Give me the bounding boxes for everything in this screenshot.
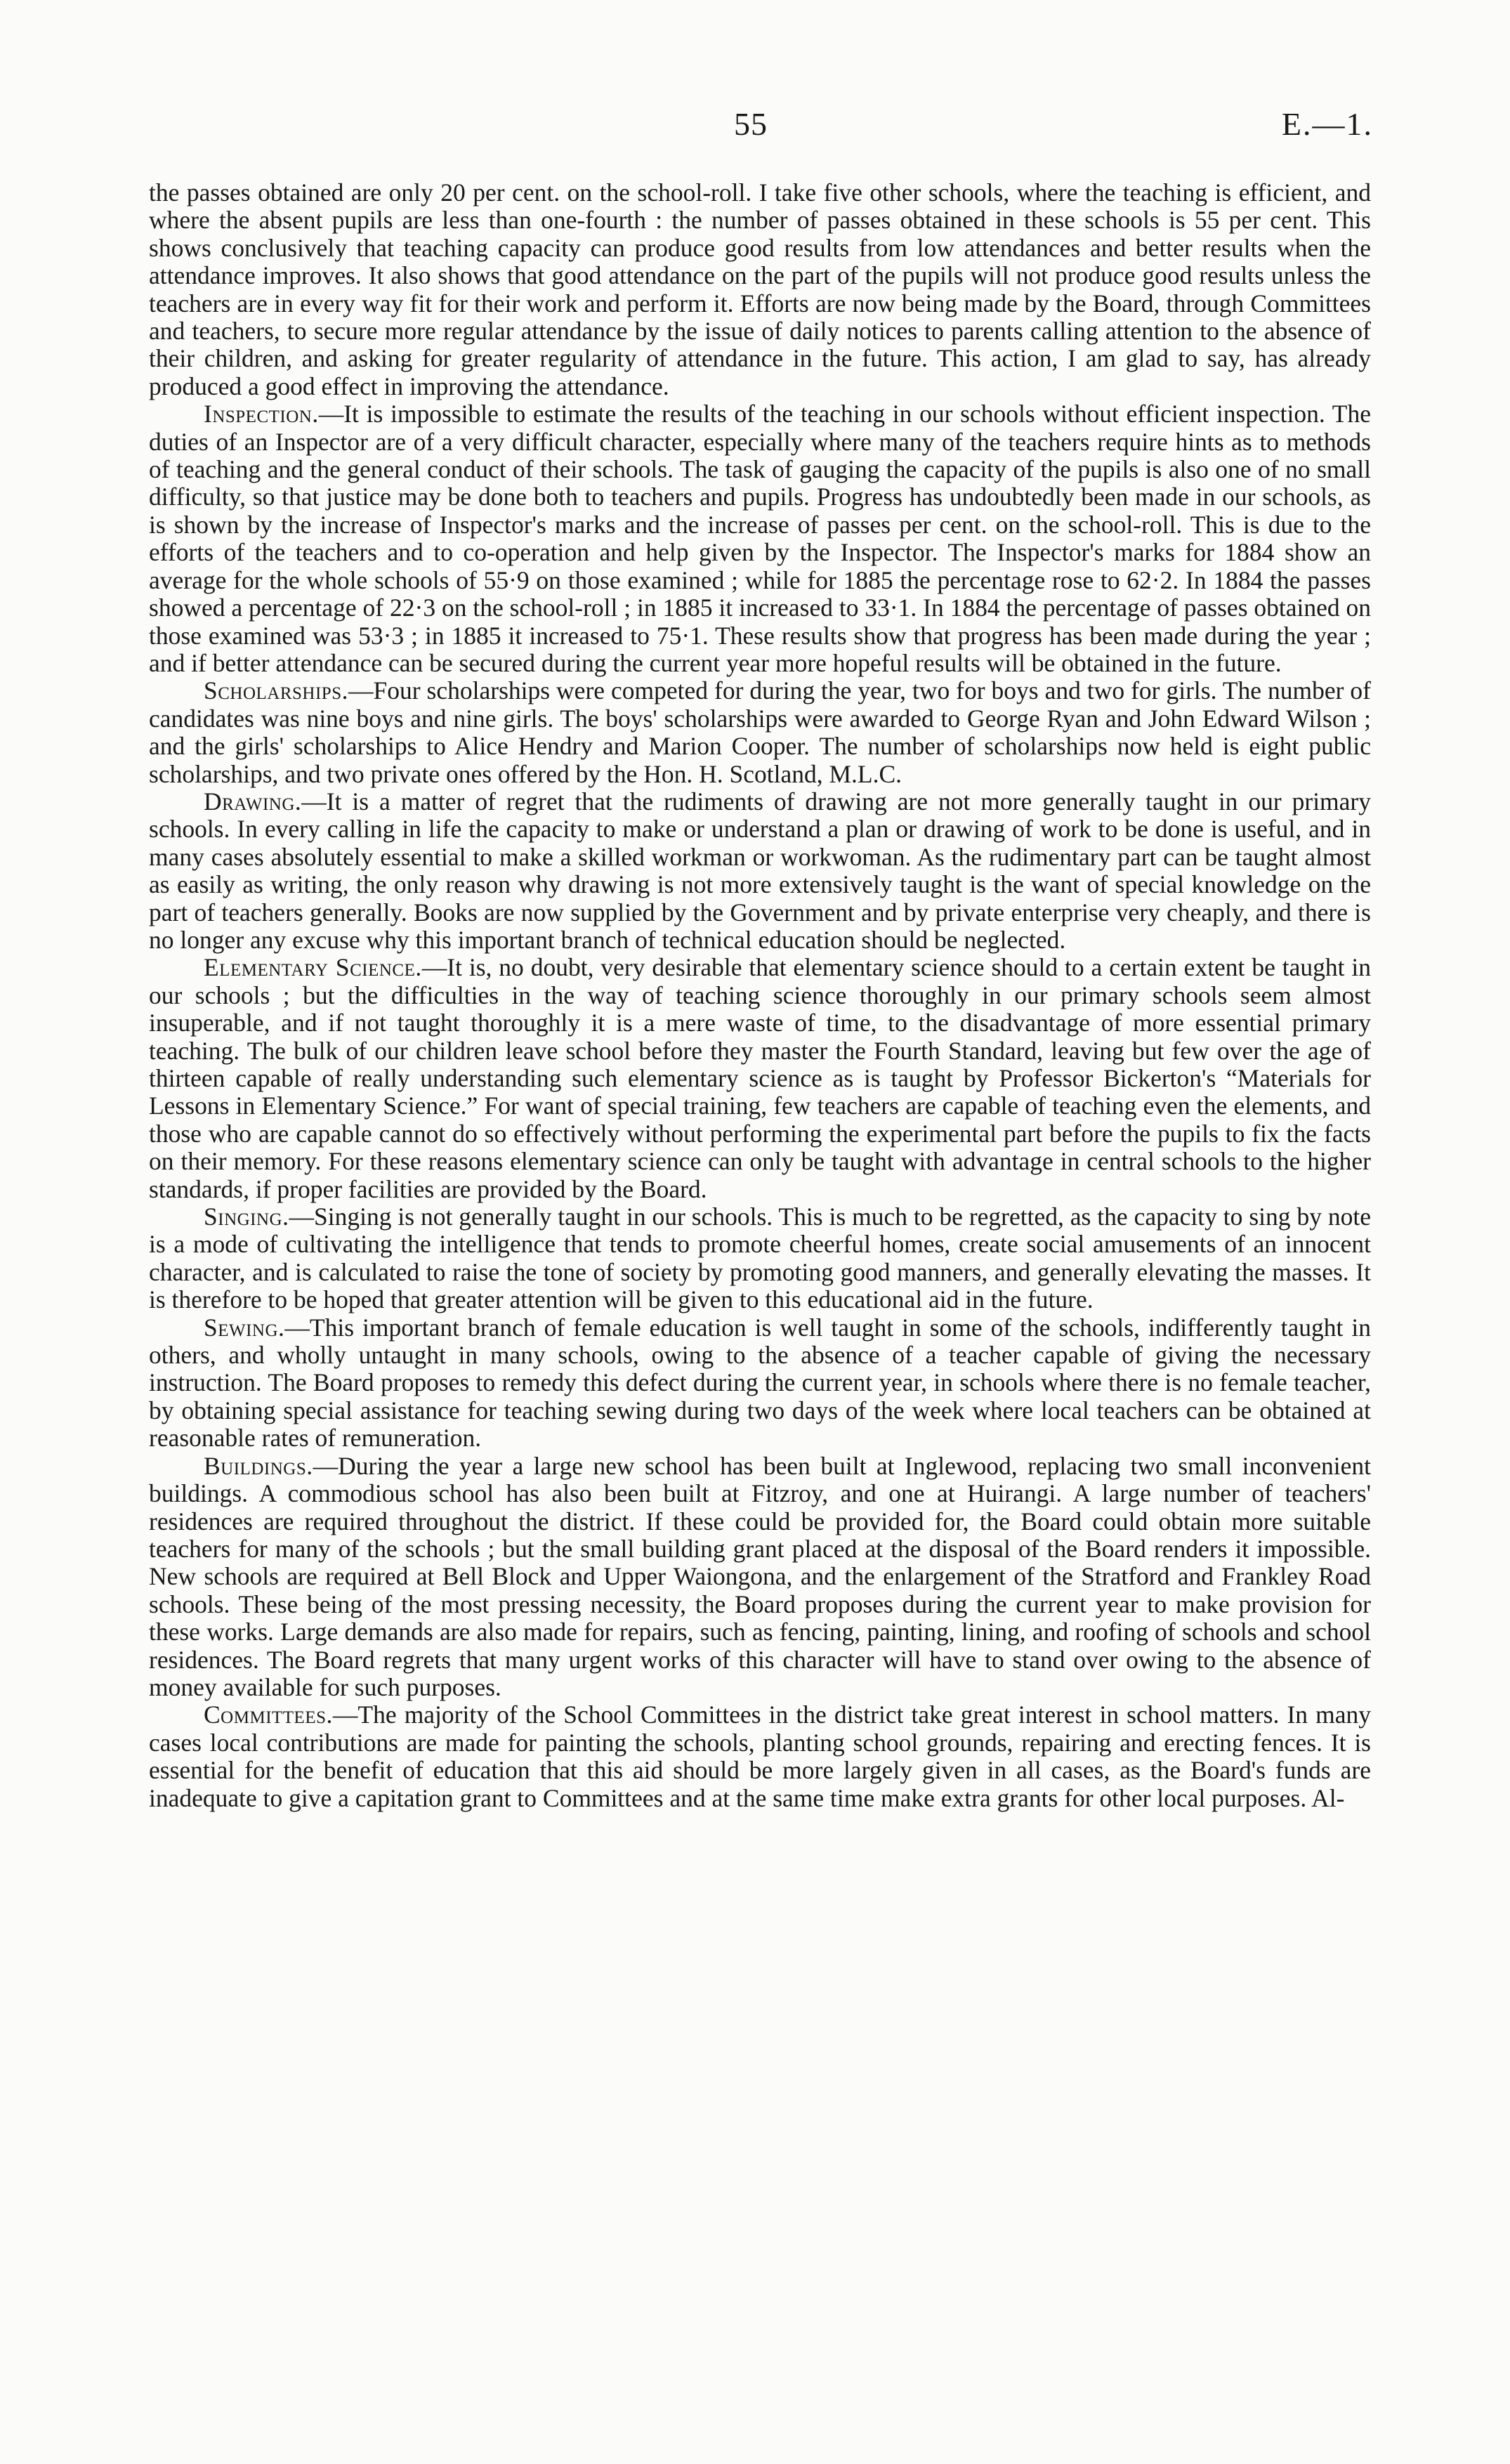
section-heading: Drawing. [204,787,302,815]
paragraph-attendance-continued [149,179,1371,400]
section-buildings [149,1453,1371,1702]
paragraph-text: —The majority of the School Committees in the district take great interest in school matters. In many cases local contributions are made for painting the schools, planting school grounds, repairing and erecting fences. It is essential for the benefit of education that this aid should be more largely given in all cases, as the Board's funds are inadequate to give a capitation grant to Committees and at the same time make extra grants for other local purposes. Al- [149,1700,1371,1812]
paragraph-text: —Singing is not generally taught in our schools. This is much to be regretted, as the capacity to sing by note is a mode of cultivating the intelligence that tends to promote cheerful homes, create social amusements of an innocent character, and is calculated to raise the tone of society by promoting good manners, and generally elevating the masses. It is therefore to be hoped that greater attention will be given to this educational aid in the future. [149,1202,1371,1314]
paragraph-text: —It is impossible to estimate the results of the teaching in our schools without efficient inspection. The duties of an Inspector are of a very difficult character, especially where many of the teachers require hints as to methods of teaching and the general conduct of their schools. The task of gauging the capacity of the pupils is also one of no small difficulty, so that justice may be done both to teachers and pupils. Progress has undoubtedly been made in our schools, as is shown by the increase of Inspector's marks and the increase of passes per cent. on the school-roll. This is due to the efforts of the teachers and to co-operation and help given by the Inspector. The Inspector's marks for 1884 show an average for the whole schools of 55·9 on those examined ; while for 1885 the percentage rose to 62·2. In 1884 the passes showed a percentage of 22·3 on the school-roll ; in 1885 it increased to 33·1. In 1884 the percentage of passes obtained on those examined was 53·3 ; in 1885 it increased to 75·1. These results show that progress has been made during the year ; and if better attendance can be secured during the current year more hopeful results will be obtained in the future. [149,400,1371,677]
series-code: E.—1. [1281,106,1373,142]
paragraph-text: —During the year a large new school has been built at Inglewood, replacing two small inconvenient buildings. A commodious school has also been built at Fitzroy, and one at Huirangi. A large number of teachers' residences are required throughout the district. If these could be provided for, the Board could obtain more suitable teachers for many of the schools ; but the small building grant placed at the disposal of the Board renders it impossible. New schools are required at Bell Block and Upper Waiongona, and the enlargement of the Stratford and Frankley Road schools. These being of the most pressing necessity, the Board proposes during the current year to make provision for these works. Large demands are also made for repairs, such as fencing, painting, lining, and roofing of schools and school residences. The Board regrets that many urgent works of this character will have to stand over owing to the absence of money available for such purposes. [149,1451,1371,1701]
section-scholarships [149,677,1371,788]
section-heading: Committees. [204,1700,333,1729]
section-heading: Buildings. [204,1451,313,1480]
page-number: 55 [734,106,768,142]
report-body [149,179,1371,1812]
page-header [0,105,1510,155]
section-heading: Sewing. [204,1313,285,1342]
paragraph-text: —Four scholarships were competed for during the year, two for boys and two for girls. The number of candidates was nine boys and nine girls. The boys' scholarships were awarded to George Ryan and John Edward Wilson ; and the girls' scholarships to Alice Hendry and Marion Cooper. The number of scholarships now held is eight public scholarships, and two private ones offered by the Hon. H. Scotland, M.L.C. [149,676,1371,788]
section-sewing [149,1314,1371,1453]
section-singing [149,1203,1371,1314]
paragraph-text: —This important branch of female education is well taught in some of the schools, indifferently taught in others, and wholly untaught in many schools, owing to the absence of a teacher capable of giving the necessary instruction. The Board proposes to remedy this defect during the current year, in schools where there is no female teacher, by obtaining special assistance for teaching sewing during two days of the week where local teachers can be obtained at reasonable rates of remuneration. [149,1313,1371,1453]
paragraph-text: —It is a matter of regret that the rudiments of drawing are not more generally taught in our primary schools. In every calling in life the capacity to make or understand a plan or drawing of work to be done is useful, and in many cases absolutely essential to make a skilled workman or workwoman. As the rudimentary part can be taught almost as easily as writing, the only reason why drawing is not more extensively taught is the want of special knowledge on the part of teachers generally. Books are now supplied by the Government and by private enterprise very cheaply, and there is no longer any excuse why this important branch of technical education should be neglected. [149,787,1371,954]
section-drawing [149,788,1371,954]
section-heading: Elementary Science. [204,953,422,982]
section-heading: Inspection. [204,400,319,428]
section-inspection [149,400,1371,677]
paragraph-text: —It is, no doubt, very desirable that elementary science should to a certain extent be taught in our schools ; but the difficulties in the way of teaching science thoroughly in our primary schools seem almost insuperable, and if not taught thoroughly it is a mere waste of time, to the disadvantage of more essential primary teaching. The bulk of our children leave school before they master the Fourth Standard, leaving but few over the age of thirteen capable of really understanding such elementary science as is taught by Professor Bickerton's “Materials for Lessons in Elementary Science.” For want of special training, few teachers are capable of teaching even the elements, and those who are capable cannot do so effectively without performing the experimental part before the pupils to fix the facts on their memory. For these reasons elementary science can only be taught with advantage in central schools to the higher standards, if proper facilities are provided by the Board. [149,953,1371,1203]
paragraph-text: the passes obtained are only 20 per cent. on the school-roll. I take five other schools, where the teaching is efficient, and where the absent pupils are less than one-fourth : the number of passes obtained in these schools is 55 per cent. This shows conclusively that teaching capacity can produce good results from low attendances and better results when the attendance improves. It also shows that good attendance on the part of the pupils will not produce good results unless the teachers are in every way fit for their work and perform it. Efforts are now being made by the Board, through Committees and teachers, to secure more regular attendance by the issue of daily notices to parents calling attention to the absence of their children, and asking for greater regularity of attendance in the future. This action, I am glad to say, has already produced a good effect in improving the attendance. [149,178,1371,400]
section-heading: Scholarships. [204,676,348,705]
section-elementary-science [149,954,1371,1203]
section-heading: Singing. [204,1202,289,1231]
section-committees [149,1701,1371,1812]
